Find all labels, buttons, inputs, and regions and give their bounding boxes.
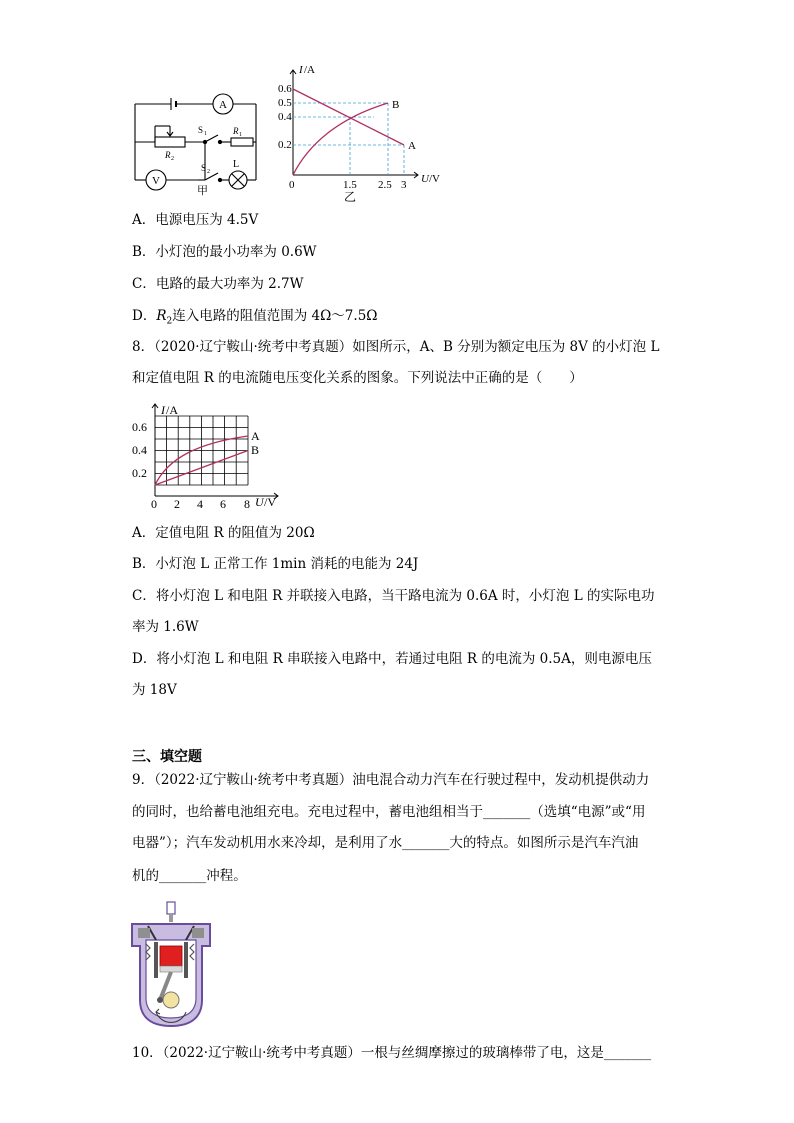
- q7-option-d-sub: 2: [166, 316, 173, 327]
- q7-option-c: C．电路的最大功率为 2.7W: [132, 276, 304, 292]
- q8-option-d-line1: D．将小灯泡 L 和电阻 R 串联接入电路中，若通过电阻 R 的电流为 0.5A，则电源电压: [132, 651, 652, 667]
- grid: [155, 416, 248, 485]
- x-axis-unit: /V: [429, 173, 440, 185]
- y-axis-label: I: [299, 64, 303, 76]
- q7-option-b: B．小灯泡的最小功率为 0.6W: [132, 244, 317, 260]
- voltmeter-label: V: [152, 175, 160, 187]
- q9-line4: 机的_______冲程。: [132, 868, 247, 884]
- curve-a-label: A: [251, 429, 260, 443]
- x-tick-2.5: 2.5: [378, 179, 392, 191]
- y-axis-unit: /A: [166, 403, 178, 417]
- piston: [160, 946, 182, 966]
- circuit-diagram: [125, 88, 265, 198]
- q9-line1: 9．（2022·辽宁鞍山·统考中考真题）油电混合动力汽车在行驶过程中，发动机提供动力: [132, 772, 650, 788]
- y-tick-0.2: 0.2: [278, 139, 292, 151]
- r2-sub: 2: [171, 156, 174, 162]
- circuit-caption: 甲: [197, 185, 208, 197]
- s2-sub: 2: [207, 169, 210, 175]
- x-tick-3: 3: [401, 179, 407, 191]
- section-title-fill-in: 三、填空题: [132, 749, 202, 765]
- y-tick-0.4: 0.4: [278, 111, 292, 123]
- q10-line1: 10．（2022·辽宁鞍山·统考中考真题）一根与丝绸摩擦过的玻璃棒带了电，这是_______: [132, 1045, 652, 1061]
- q7-iu-graph: [268, 60, 458, 205]
- x-axis-label: U: [255, 495, 264, 509]
- y-tick-0.6: 0.6: [278, 83, 292, 95]
- x-tick-8: 8: [244, 497, 250, 511]
- q7-option-d-r: R: [156, 308, 167, 324]
- ammeter-label: A: [219, 99, 227, 111]
- curve-b-label: B: [251, 443, 260, 457]
- resistor-r1: [231, 138, 253, 146]
- q8-iu-graph: [128, 398, 298, 514]
- y-tick-0.4: 0.4: [132, 443, 147, 457]
- q7-option-d-prefix: D．: [132, 308, 157, 324]
- x-axis-unit: /V: [264, 495, 276, 509]
- x-tick-0: 0: [289, 179, 295, 191]
- x-tick-0: 0: [151, 497, 157, 511]
- x-tick-4: 4: [197, 497, 203, 511]
- graph-caption: 乙: [344, 190, 357, 204]
- engine-cylinder-diagram: [128, 900, 214, 1030]
- y-tick-0.2: 0.2: [132, 466, 147, 480]
- y-tick-0.6: 0.6: [132, 420, 147, 434]
- curve-a-label: A: [408, 140, 416, 152]
- r1-sub: 1: [239, 132, 242, 138]
- dashed-guides: [293, 103, 404, 175]
- q8-option-b: B．小灯泡 L 正常工作 1min 消耗的电能为 24J: [132, 556, 419, 572]
- y-axis-unit: /A: [304, 64, 315, 76]
- s1-sub: 1: [204, 131, 207, 137]
- q8-option-c-line1: C．将小灯泡 L 和电阻 R 并联接入电路，当干路电流为 0.6A 时，小灯泡 L 的实际电功: [132, 588, 655, 604]
- r1-label: R: [233, 126, 239, 136]
- q8-stem-line2: 和定值电阻 R 的电流随电压变化关系的图象。下列说法中正确的是（ ）: [132, 370, 583, 386]
- q8-option-c-line2: 率为 1.6W: [132, 619, 199, 635]
- q8-option-d-line2: 为 18V: [132, 682, 177, 698]
- r2-label: R: [165, 150, 171, 160]
- s1-label: S: [198, 125, 204, 135]
- q7-option-d: [132, 306, 672, 332]
- q7-option-a: A．电源电压为 4.5V: [132, 212, 259, 228]
- q8-stem-line1: 8．（2020·辽宁鞍山·统考中考真题）如图所示，A、B 分别为额定电压为 8V 的小灯泡 L: [132, 339, 660, 355]
- x-tick-1.5: 1.5: [343, 179, 357, 191]
- q8-option-a: A．定值电阻 R 的阻值为 20Ω: [132, 525, 315, 541]
- lamp-label: L: [233, 159, 240, 170]
- curve-b: [293, 103, 388, 175]
- x-tick-2: 2: [174, 497, 180, 511]
- q9-line2: 的同时，也给蓄电池组充电。充电过程中，蓄电池组相当于_______（选填“电源”或“用: [132, 804, 646, 820]
- q9-line3: 电器”）；汽车发动机用水来冷却，是利用了水_______大的特点。如图所示是汽车汽油: [132, 835, 639, 851]
- s2-label: S: [201, 163, 207, 173]
- y-axis-label: I: [161, 403, 165, 417]
- rheostat-r2: [155, 137, 185, 147]
- q7-option-d-rest: 连入电路的阻值范围为 4Ω～7.5Ω: [172, 308, 378, 324]
- x-tick-6: 6: [220, 497, 226, 511]
- y-tick-0.5: 0.5: [278, 97, 292, 109]
- curve-b-label: B: [392, 99, 400, 111]
- x-axis-label: U: [421, 173, 429, 185]
